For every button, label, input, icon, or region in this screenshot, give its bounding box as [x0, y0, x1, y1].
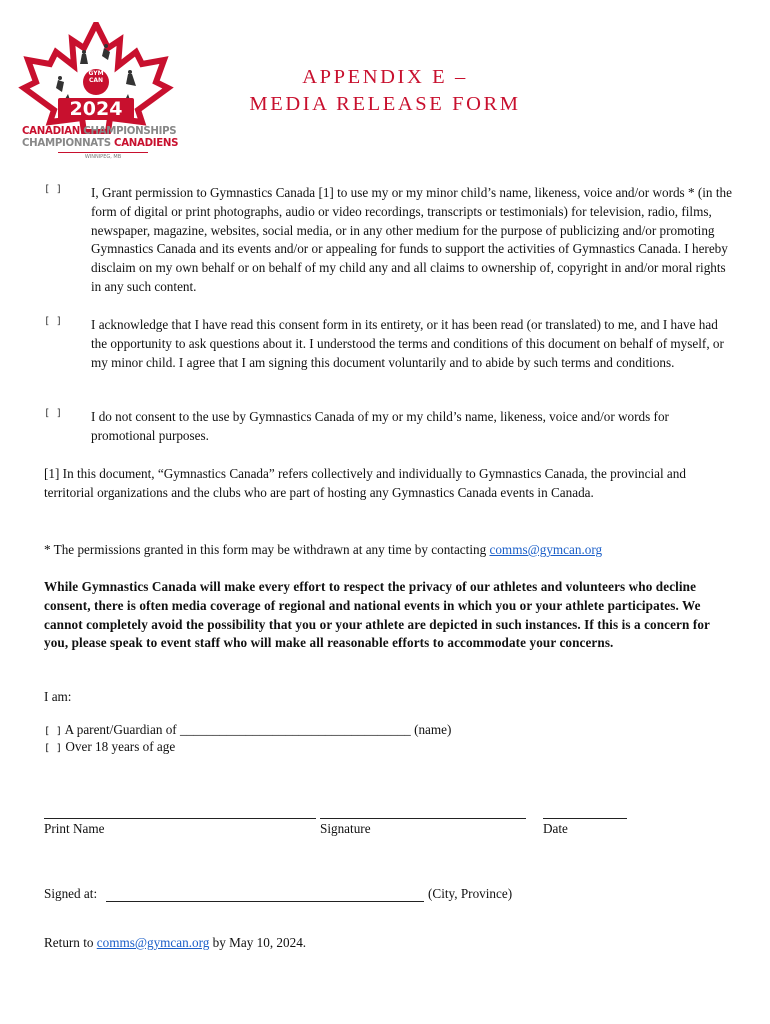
acknowledge-text: I acknowledge that I have read this consent form in its entirety, or it has been read (or translated) to me, and I have had the opportunity to ask questions about it. I understood the terms and conditions of this document on behalf of myself, or my minor child. I agree that I am signing this document voluntarily and to abide by such terms and conditions.: [91, 317, 724, 370]
withdraw-note: [44, 541, 728, 560]
date-line[interactable]: [543, 818, 627, 819]
city-province-line[interactable]: [106, 901, 424, 902]
logo-badge-top: GYM: [88, 70, 104, 77]
iam-label: I am:: [44, 689, 72, 704]
return-line: [44, 935, 306, 951]
decline-text: I do not consent to the use by Gymnastics Canada of my or my child’s name, likeness, voice and/or words for promotional purposes.: [91, 409, 669, 443]
signed-at-suffix: (City, Province): [428, 886, 513, 901]
grant-checkbox[interactable]: [ ]: [44, 184, 63, 195]
over-18-text: Over 18 years of age: [65, 739, 176, 754]
logo-year: 2024: [69, 98, 123, 120]
print-name-line[interactable]: [44, 818, 316, 819]
over-18-option: [44, 739, 175, 755]
logo-subline: WINNIPEG, MB: [58, 152, 148, 160]
print-name-label: Print Name: [44, 821, 105, 836]
privacy-notice: While Gymnastics Canada will make every effort to respect the privacy of our athletes and volunteers who decline consent, there is often media coverage of regional and national events in which you or your athlete participates. We cannot completely avoid the possibility that you or your athlete are depicted in such instances. If this is a concern for you, please speak to event staff who will make all reasonable efforts to accommodate your concerns.: [44, 579, 710, 651]
title-line-2: MEDIA RELEASE FORM: [249, 93, 521, 115]
logo-line-2-part-2: CANADIENS: [114, 138, 179, 149]
date-label: Date: [543, 821, 568, 836]
signed-at-label: Signed at:: [44, 886, 98, 901]
decline-checkbox[interactable]: [ ]: [44, 408, 63, 419]
acknowledge-checkbox[interactable]: [ ]: [44, 316, 63, 327]
signature-line[interactable]: [320, 818, 526, 819]
title-line-1: APPENDIX E –: [302, 66, 468, 88]
over-18-checkbox[interactable]: [ ]: [44, 743, 63, 754]
parent-text: A parent/Guardian of ___________________________________ (name): [64, 722, 452, 737]
parent-checkbox[interactable]: [ ]: [44, 726, 63, 737]
logo-line-1-part-1: CANADIAN: [22, 126, 84, 137]
return-prefix: Return to: [44, 935, 97, 950]
logo-line-1: [22, 126, 177, 138]
championship-logo: [18, 22, 179, 162]
logo-badge-bottom: CAN: [88, 77, 104, 84]
withdraw-text: * The permissions granted in this form may be withdrawn at any time by contacting: [44, 542, 490, 557]
withdraw-email-link[interactable]: comms@gymcan.org: [489, 542, 603, 557]
logo-line-2: [22, 138, 179, 150]
parent-option: [44, 722, 451, 738]
signature-label: Signature: [320, 821, 371, 836]
return-suffix: by May 10, 2024.: [209, 935, 307, 950]
page-title: [180, 64, 590, 118]
logo-line-2-part-1: CHAMPIONNATS: [22, 138, 115, 149]
grant-text: I, Grant permission to Gymnastics Canada [1] to use my or my minor child’s name, likeness, voice and/or words * (in the form of digital or print photographs, audio or video recordings, transcripts or testimonials) for television, radio, films, newspaper, magazine, websites, social media, or in any other medium for the purpose of publicizing and/or promoting Gymnastics Canada and its events and/or or appealing for funds to support the activities of Gymnastics Canada. I hereby disclaim on my own behalf or on behalf of my child any and all claims to ownership of, copyright in and/or moral rights in any such content.: [91, 185, 732, 294]
return-email-link[interactable]: comms@gymcan.org: [96, 935, 210, 950]
logo-line-1-part-2: CHAMPIONSHIPS: [83, 126, 177, 137]
footnote: [1] In this document, “Gymnastics Canada” refers collectively and individually to Gymnastics Canada, the provincial and territorial organizations and the clubs who are part of hosting any Gymnastics Canada events in Canada.: [44, 466, 686, 500]
